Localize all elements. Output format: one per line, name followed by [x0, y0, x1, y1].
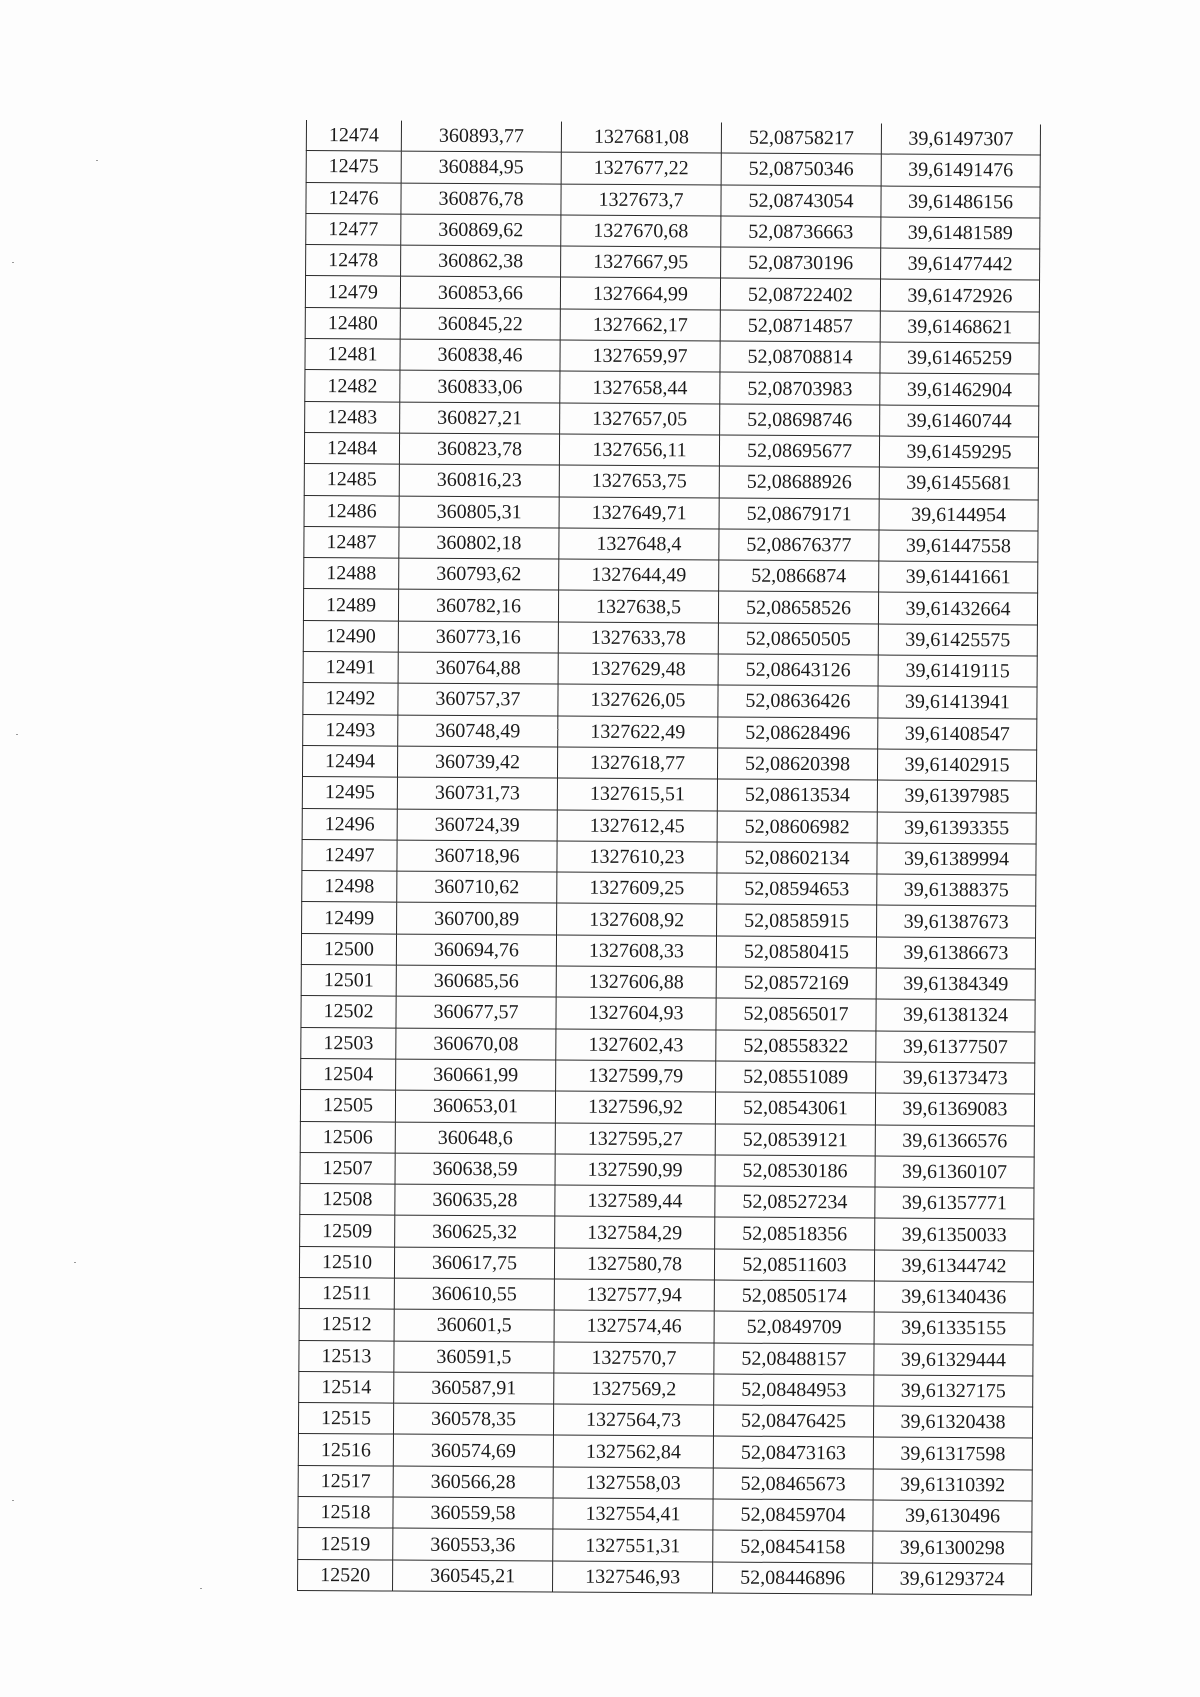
latitude-cell: 52,08551089 — [716, 1061, 876, 1093]
point-number-cell: 12513 — [299, 1340, 394, 1372]
latitude-cell: 52,08698746 — [720, 404, 880, 436]
x-coordinate-cell: 360731,73 — [397, 777, 557, 809]
x-coordinate-cell: 360805,31 — [399, 496, 559, 528]
y-coordinate-cell: 1327590,99 — [555, 1154, 715, 1186]
longitude-cell: 39,61335155 — [874, 1312, 1033, 1344]
table-row — [302, 745, 1036, 781]
x-coordinate-cell: 360876,78 — [401, 183, 561, 215]
x-coordinate-cell: 360869,62 — [401, 214, 561, 246]
x-coordinate-cell: 360816,23 — [399, 464, 559, 496]
longitude-cell: 39,6130496 — [873, 1500, 1032, 1532]
coordinate-table — [297, 120, 1041, 1595]
table-row — [304, 526, 1038, 562]
longitude-cell: 39,61425575 — [878, 624, 1037, 656]
latitude-cell: 52,08602134 — [717, 842, 877, 874]
x-coordinate-cell: 360566,28 — [393, 1466, 553, 1498]
point-number-cell: 12496 — [302, 808, 397, 840]
latitude-cell: 52,08703983 — [720, 372, 880, 404]
latitude-cell: 52,08565017 — [716, 998, 876, 1030]
longitude-cell: 39,61465259 — [880, 342, 1039, 374]
table-row — [305, 401, 1039, 437]
latitude-cell: 52,08511603 — [714, 1249, 874, 1281]
table-row — [303, 714, 1037, 750]
point-number-cell: 12492 — [303, 683, 398, 715]
x-coordinate-cell: 360694,76 — [396, 934, 556, 966]
scan-speck — [16, 734, 18, 735]
latitude-cell: 52,08459704 — [713, 1499, 873, 1531]
latitude-cell: 52,08505174 — [714, 1280, 874, 1312]
y-coordinate-cell: 1327638,5 — [558, 591, 718, 623]
table-row — [303, 652, 1037, 688]
latitude-cell: 52,08518356 — [715, 1217, 875, 1249]
latitude-cell: 52,08750346 — [721, 153, 881, 185]
point-number-cell: 12497 — [302, 839, 397, 871]
point-number-cell: 12506 — [300, 1121, 395, 1153]
table-row — [304, 464, 1038, 500]
point-number-cell: 12508 — [300, 1184, 395, 1216]
scan-speck — [12, 262, 14, 263]
y-coordinate-cell: 1327604,93 — [556, 997, 716, 1029]
longitude-cell: 39,61432664 — [878, 592, 1037, 624]
table-row — [298, 1465, 1032, 1501]
x-coordinate-cell: 360757,37 — [398, 683, 558, 715]
point-number-cell: 12510 — [299, 1246, 394, 1278]
x-coordinate-cell: 360793,62 — [399, 558, 559, 590]
y-coordinate-cell: 1327595,27 — [555, 1123, 715, 1155]
longitude-cell: 39,61460744 — [880, 405, 1039, 437]
latitude-cell: 52,08530186 — [715, 1155, 875, 1187]
table-row — [300, 1121, 1034, 1157]
x-coordinate-cell: 360853,66 — [400, 277, 560, 309]
point-number-cell: 12495 — [302, 777, 397, 809]
x-coordinate-cell: 360661,99 — [396, 1059, 556, 1091]
longitude-cell: 39,61472926 — [880, 279, 1039, 311]
table-row — [303, 589, 1037, 625]
longitude-cell: 39,61369083 — [875, 1093, 1034, 1125]
longitude-cell: 39,61293724 — [873, 1563, 1032, 1595]
y-coordinate-cell: 1327622,49 — [558, 716, 718, 748]
latitude-cell: 52,08465673 — [713, 1468, 873, 1500]
table-row — [301, 965, 1035, 1001]
latitude-cell: 52,08730196 — [721, 247, 881, 279]
point-number-cell: 12490 — [303, 620, 398, 652]
y-coordinate-cell: 1327599,79 — [556, 1060, 716, 1092]
latitude-cell: 52,08676377 — [719, 529, 879, 561]
y-coordinate-cell: 1327577,94 — [554, 1279, 714, 1311]
x-coordinate-cell: 360553,36 — [393, 1528, 553, 1560]
x-coordinate-cell: 360578,35 — [393, 1403, 553, 1435]
point-number-cell: 12503 — [301, 1027, 396, 1059]
longitude-cell: 39,61413941 — [878, 686, 1037, 718]
point-number-cell: 12500 — [301, 933, 396, 965]
latitude-cell: 52,08643126 — [718, 654, 878, 686]
table-row — [306, 151, 1040, 187]
longitude-cell: 39,61357771 — [875, 1187, 1034, 1219]
point-number-cell: 12488 — [304, 558, 399, 590]
table-row — [305, 307, 1039, 343]
x-coordinate-cell: 360545,21 — [393, 1560, 553, 1592]
longitude-cell: 39,61387673 — [877, 905, 1036, 937]
y-coordinate-cell: 1327551,31 — [553, 1529, 713, 1561]
longitude-cell: 39,61497307 — [881, 124, 1040, 156]
table-row — [298, 1497, 1032, 1533]
y-coordinate-cell: 1327657,05 — [560, 403, 720, 435]
point-number-cell: 12518 — [298, 1497, 393, 1529]
y-coordinate-cell: 1327584,29 — [555, 1216, 715, 1248]
table-row — [306, 182, 1040, 218]
latitude-cell: 52,08488157 — [714, 1343, 874, 1375]
y-coordinate-cell: 1327609,25 — [557, 872, 717, 904]
x-coordinate-cell: 360862,38 — [401, 245, 561, 277]
longitude-cell: 39,61447558 — [879, 530, 1038, 562]
y-coordinate-cell: 1327570,7 — [554, 1342, 714, 1374]
x-coordinate-cell: 360739,42 — [397, 746, 557, 778]
x-coordinate-cell: 360574,69 — [393, 1435, 553, 1467]
y-coordinate-cell: 1327580,78 — [554, 1248, 714, 1280]
point-number-cell: 12491 — [303, 652, 398, 684]
latitude-cell: 52,08714857 — [720, 310, 880, 342]
latitude-cell: 52,08695677 — [719, 435, 879, 467]
latitude-cell: 52,08636426 — [718, 685, 878, 717]
x-coordinate-cell: 360610,55 — [394, 1278, 554, 1310]
point-number-cell: 12519 — [298, 1528, 393, 1560]
table-row — [300, 1152, 1034, 1188]
x-coordinate-cell: 360587,91 — [394, 1372, 554, 1404]
point-number-cell: 12486 — [304, 495, 399, 527]
y-coordinate-cell: 1327626,05 — [558, 684, 718, 716]
x-coordinate-cell: 360724,39 — [397, 809, 557, 841]
y-coordinate-cell: 1327608,33 — [556, 935, 716, 967]
longitude-cell: 39,61402915 — [877, 749, 1036, 781]
point-number-cell: 12507 — [300, 1152, 395, 1184]
y-coordinate-cell: 1327633,78 — [558, 622, 718, 654]
table-row — [299, 1340, 1033, 1376]
longitude-cell: 39,61317598 — [873, 1437, 1032, 1469]
x-coordinate-cell: 360635,28 — [395, 1184, 555, 1216]
latitude-cell: 52,08743054 — [721, 185, 881, 217]
point-number-cell: 12480 — [305, 307, 400, 339]
longitude-cell: 39,61384349 — [876, 968, 1035, 1000]
table-row — [298, 1434, 1032, 1470]
y-coordinate-cell: 1327659,97 — [560, 340, 720, 372]
x-coordinate-cell: 360685,56 — [396, 965, 556, 997]
point-number-cell: 12499 — [302, 902, 397, 934]
y-coordinate-cell: 1327667,95 — [561, 246, 721, 278]
latitude-cell: 52,08558322 — [716, 1030, 876, 1062]
longitude-cell: 39,61344742 — [874, 1250, 1033, 1282]
y-coordinate-cell: 1327564,73 — [553, 1404, 713, 1436]
table-row — [300, 1215, 1034, 1251]
table-row — [298, 1559, 1032, 1595]
scan-speck — [12, 1500, 14, 1501]
table-row — [300, 1090, 1034, 1126]
longitude-cell: 39,61340436 — [874, 1281, 1033, 1313]
latitude-cell: 52,08527234 — [715, 1186, 875, 1218]
point-number-cell: 12487 — [304, 526, 399, 558]
y-coordinate-cell: 1327629,48 — [558, 653, 718, 685]
latitude-cell: 52,08476425 — [713, 1405, 873, 1437]
y-coordinate-cell: 1327670,68 — [561, 215, 721, 247]
y-coordinate-cell: 1327562,84 — [553, 1436, 713, 1468]
point-number-cell: 12481 — [305, 339, 400, 371]
y-coordinate-cell: 1327644,49 — [559, 559, 719, 591]
latitude-cell: 52,08658526 — [718, 591, 878, 623]
point-number-cell: 12502 — [301, 996, 396, 1028]
longitude-cell: 39,61491476 — [881, 154, 1040, 186]
latitude-cell: 52,08650505 — [718, 623, 878, 655]
point-number-cell: 12477 — [306, 213, 401, 245]
latitude-cell: 52,08594653 — [717, 873, 877, 905]
latitude-cell: 52,08620398 — [717, 748, 877, 780]
y-coordinate-cell: 1327648,4 — [559, 528, 719, 560]
table-row — [305, 339, 1039, 375]
longitude-cell: 39,61320438 — [873, 1406, 1032, 1438]
latitude-cell: 52,0866874 — [719, 560, 879, 592]
longitude-cell: 39,61408547 — [878, 718, 1037, 750]
longitude-cell: 39,61441661 — [879, 561, 1038, 593]
point-number-cell: 12501 — [301, 965, 396, 997]
longitude-cell: 39,61468621 — [880, 311, 1039, 343]
x-coordinate-cell: 360601,5 — [394, 1309, 554, 1341]
table-row — [301, 933, 1035, 969]
point-number-cell: 12509 — [300, 1215, 395, 1247]
table-row — [298, 1403, 1032, 1439]
y-coordinate-cell: 1327658,44 — [560, 371, 720, 403]
table-row — [302, 839, 1036, 875]
latitude-cell: 52,08446896 — [713, 1562, 873, 1594]
table-row — [303, 683, 1037, 719]
table-row — [302, 902, 1036, 938]
table-row — [301, 996, 1035, 1032]
x-coordinate-cell: 360617,75 — [394, 1247, 554, 1279]
y-coordinate-cell: 1327554,41 — [553, 1498, 713, 1530]
latitude-cell: 52,08580415 — [716, 936, 876, 968]
table-row — [298, 1528, 1032, 1564]
y-coordinate-cell: 1327649,71 — [559, 497, 719, 529]
latitude-cell: 52,08606982 — [717, 811, 877, 843]
latitude-cell: 52,08708814 — [720, 341, 880, 373]
y-coordinate-cell: 1327602,43 — [556, 1029, 716, 1061]
point-number-cell: 12511 — [299, 1277, 394, 1309]
table-row — [302, 777, 1036, 813]
latitude-cell: 52,08473163 — [713, 1436, 873, 1468]
longitude-cell: 39,61350033 — [875, 1218, 1034, 1250]
latitude-cell: 52,08585915 — [717, 904, 877, 936]
x-coordinate-cell: 360845,22 — [400, 308, 560, 340]
point-number-cell: 12517 — [298, 1465, 393, 1497]
longitude-cell: 39,61462904 — [880, 373, 1039, 405]
y-coordinate-cell: 1327612,45 — [557, 810, 717, 842]
y-coordinate-cell: 1327664,99 — [560, 278, 720, 310]
point-number-cell: 12474 — [306, 120, 401, 151]
x-coordinate-cell: 360893,77 — [401, 121, 561, 153]
x-coordinate-cell: 360764,88 — [398, 652, 558, 684]
longitude-cell: 39,61381324 — [876, 999, 1035, 1031]
point-number-cell: 12483 — [305, 401, 400, 433]
table-row — [303, 620, 1037, 656]
point-number-cell: 12498 — [302, 871, 397, 903]
point-number-cell: 12514 — [299, 1371, 394, 1403]
table-row — [299, 1309, 1033, 1345]
table-row — [302, 808, 1036, 844]
y-coordinate-cell: 1327673,7 — [561, 184, 721, 216]
y-coordinate-cell: 1327589,44 — [555, 1185, 715, 1217]
x-coordinate-cell: 360773,16 — [398, 621, 558, 653]
table-row — [302, 871, 1036, 907]
y-coordinate-cell: 1327653,75 — [559, 465, 719, 497]
table-row — [306, 245, 1040, 281]
latitude-cell: 52,08679171 — [719, 498, 879, 530]
y-coordinate-cell: 1327574,46 — [554, 1310, 714, 1342]
x-coordinate-cell: 360748,49 — [398, 715, 558, 747]
y-coordinate-cell: 1327662,17 — [560, 309, 720, 341]
point-number-cell: 12505 — [300, 1090, 395, 1122]
x-coordinate-cell: 360710,62 — [397, 871, 557, 903]
point-number-cell: 12482 — [305, 370, 400, 402]
y-coordinate-cell: 1327677,22 — [561, 152, 721, 184]
latitude-cell: 52,08722402 — [720, 279, 880, 311]
point-number-cell: 12475 — [306, 151, 401, 183]
point-number-cell: 12478 — [306, 245, 401, 277]
y-coordinate-cell: 1327681,08 — [561, 122, 721, 154]
table-row — [299, 1371, 1033, 1407]
scan-speck — [96, 160, 98, 161]
latitude-cell: 52,08758217 — [721, 123, 881, 155]
table-row — [299, 1277, 1033, 1313]
latitude-cell: 52,08539121 — [715, 1124, 875, 1156]
longitude-cell: 39,61366576 — [875, 1124, 1034, 1156]
y-coordinate-cell: 1327569,2 — [554, 1373, 714, 1405]
longitude-cell: 39,61300298 — [873, 1531, 1032, 1563]
longitude-cell: 39,61388375 — [877, 874, 1036, 906]
point-number-cell: 12479 — [305, 276, 400, 308]
x-coordinate-cell: 360718,96 — [397, 840, 557, 872]
table-row — [301, 1027, 1035, 1063]
longitude-cell: 39,61455681 — [879, 467, 1038, 499]
longitude-cell: 39,61360107 — [875, 1156, 1034, 1188]
x-coordinate-cell: 360823,78 — [399, 433, 559, 465]
x-coordinate-cell: 360677,57 — [396, 996, 556, 1028]
scan-speck — [557, 729, 559, 730]
x-coordinate-cell: 360838,46 — [400, 339, 560, 371]
latitude-cell: 52,08572169 — [716, 967, 876, 999]
longitude-cell: 39,61327175 — [874, 1375, 1033, 1407]
point-number-cell: 12512 — [299, 1309, 394, 1341]
table-row — [304, 495, 1038, 531]
x-coordinate-cell: 360591,5 — [394, 1341, 554, 1373]
longitude-cell: 39,61459295 — [879, 436, 1038, 468]
latitude-cell: 52,08454158 — [713, 1530, 873, 1562]
x-coordinate-cell: 360782,16 — [398, 590, 558, 622]
longitude-cell: 39,61393355 — [877, 812, 1036, 844]
point-number-cell: 12516 — [298, 1434, 393, 1466]
longitude-cell: 39,61389994 — [877, 843, 1036, 875]
y-coordinate-cell: 1327615,51 — [557, 778, 717, 810]
longitude-cell: 39,61419115 — [878, 655, 1037, 687]
point-number-cell: 12504 — [301, 1058, 396, 1090]
longitude-cell: 39,61477442 — [881, 248, 1040, 280]
latitude-cell: 52,08688926 — [719, 466, 879, 498]
scan-speck — [200, 1588, 202, 1589]
x-coordinate-cell: 360833,06 — [400, 370, 560, 402]
longitude-cell: 39,61377507 — [876, 1031, 1035, 1063]
table-row — [306, 213, 1040, 249]
latitude-cell: 52,08613534 — [717, 779, 877, 811]
y-coordinate-cell: 1327656,11 — [559, 434, 719, 466]
latitude-cell: 52,08628496 — [718, 717, 878, 749]
table-row — [304, 558, 1038, 594]
table-row — [305, 370, 1039, 406]
point-number-cell: 12520 — [298, 1559, 393, 1591]
longitude-cell: 39,61310392 — [873, 1469, 1032, 1501]
longitude-cell: 39,61486156 — [881, 186, 1040, 218]
x-coordinate-cell: 360638,59 — [395, 1153, 555, 1185]
point-number-cell: 12493 — [303, 714, 398, 746]
table-row — [300, 1184, 1034, 1220]
longitude-cell: 39,61397985 — [877, 780, 1036, 812]
point-number-cell: 12489 — [303, 589, 398, 621]
table-row — [299, 1246, 1033, 1282]
x-coordinate-cell: 360670,08 — [396, 1028, 556, 1060]
table-row — [306, 120, 1040, 155]
longitude-cell: 39,61373473 — [876, 1062, 1035, 1094]
longitude-cell: 39,61386673 — [876, 937, 1035, 969]
y-coordinate-cell: 1327558,03 — [553, 1467, 713, 1499]
table-row — [305, 276, 1039, 312]
x-coordinate-cell: 360827,21 — [400, 402, 560, 434]
table-row — [304, 432, 1038, 468]
point-number-cell: 12476 — [306, 182, 401, 214]
latitude-cell: 52,08484953 — [714, 1374, 874, 1406]
x-coordinate-cell: 360648,6 — [395, 1122, 555, 1154]
latitude-cell: 52,0849709 — [714, 1311, 874, 1343]
y-coordinate-cell: 1327606,88 — [556, 966, 716, 998]
x-coordinate-cell: 360559,58 — [393, 1497, 553, 1529]
point-number-cell: 12494 — [302, 745, 397, 777]
longitude-cell: 39,6144954 — [879, 499, 1038, 531]
x-coordinate-cell: 360884,95 — [401, 151, 561, 183]
y-coordinate-cell: 1327608,92 — [557, 903, 717, 935]
y-coordinate-cell: 1327596,92 — [555, 1091, 715, 1123]
x-coordinate-cell: 360802,18 — [399, 527, 559, 559]
x-coordinate-cell: 360625,32 — [395, 1215, 555, 1247]
longitude-cell: 39,61329444 — [874, 1344, 1033, 1376]
y-coordinate-cell: 1327610,23 — [557, 841, 717, 873]
point-number-cell: 12485 — [304, 464, 399, 496]
point-number-cell: 12484 — [304, 432, 399, 464]
point-number-cell: 12515 — [298, 1403, 393, 1435]
table-row — [301, 1058, 1035, 1094]
latitude-cell: 52,08543061 — [715, 1092, 875, 1124]
x-coordinate-cell: 360700,89 — [397, 902, 557, 934]
longitude-cell: 39,61481589 — [881, 217, 1040, 249]
scan-speck — [74, 1262, 76, 1263]
x-coordinate-cell: 360653,01 — [395, 1090, 555, 1122]
y-coordinate-cell: 1327618,77 — [557, 747, 717, 779]
table-body — [298, 120, 1041, 1595]
latitude-cell: 52,08736663 — [721, 216, 881, 248]
y-coordinate-cell: 1327546,93 — [553, 1561, 713, 1593]
